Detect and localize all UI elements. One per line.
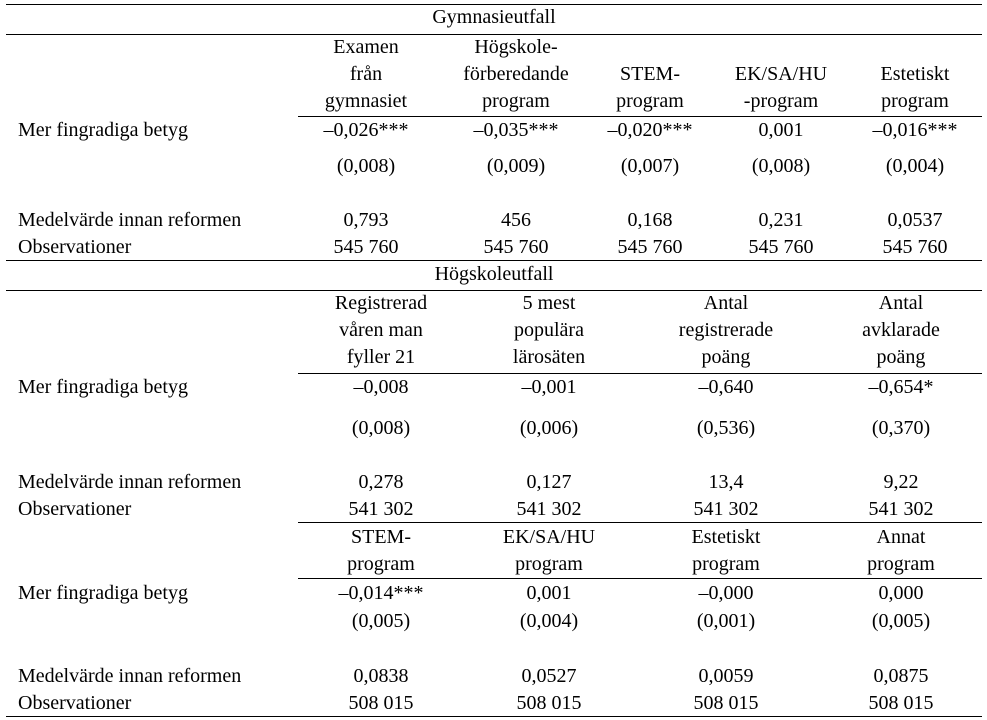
mean-cell: 0,0059: [698, 665, 754, 687]
obs-cell: 508 015: [348, 692, 414, 714]
row-label-coef: Mer fingradiga betyg: [18, 376, 188, 398]
col-header-antal-registrerade: Antal registrerade poäng: [678, 292, 774, 368]
se-cell: (0,536): [696, 417, 756, 439]
row-label-mean: Medelvärde innan reformen: [18, 471, 242, 493]
se-cell: (0,007): [620, 155, 680, 177]
se-cell: (0,008): [751, 155, 811, 177]
col-header-registrerad: Registrerad våren man fyller 21: [334, 292, 428, 368]
mean-cell: 0,127: [526, 471, 572, 493]
obs-cell: 545 760: [483, 236, 549, 258]
se-cell: (0,004): [519, 610, 579, 632]
coef-cell: –0,016***: [872, 119, 958, 141]
se-cell: (0,005): [871, 610, 931, 632]
row-label-mean: Medelvärde innan reformen: [18, 665, 242, 687]
col-header-estetiskt: Estetiskt program: [880, 63, 950, 112]
coef-cell: –0,035***: [473, 119, 559, 141]
mean-cell: 13,4: [708, 471, 744, 493]
se-cell: (0,004): [885, 155, 945, 177]
header-rule-panel-b: [298, 578, 982, 579]
mean-cell: 0,0537: [887, 209, 943, 231]
mean-cell: 456: [501, 209, 531, 231]
se-cell: (0,009): [486, 155, 546, 177]
row-label-coef: Mer fingradiga betyg: [18, 582, 188, 604]
coef-cell: –0,026***: [323, 119, 409, 141]
row-label-coef: Mer fingradiga betyg: [18, 119, 188, 141]
col-header-examen: Examen från gymnasiet: [324, 36, 408, 112]
bottom-rule: [6, 716, 982, 717]
obs-cell: 508 015: [516, 692, 582, 714]
obs-cell: 545 760: [882, 236, 948, 258]
row-label-obs: Observationer: [18, 498, 132, 520]
obs-cell: 541 302: [868, 498, 934, 520]
col-header-stem: STEM- program: [616, 63, 684, 112]
mean-cell: 0,0875: [873, 665, 929, 687]
se-cell: (0,008): [351, 417, 411, 439]
obs-cell: 541 302: [516, 498, 582, 520]
mean-cell: 0,278: [358, 471, 404, 493]
row-label-obs: Observationer: [18, 692, 132, 714]
mean-cell: 0,0838: [353, 665, 409, 687]
obs-cell: 545 760: [748, 236, 814, 258]
coef-cell: –0,008: [353, 376, 409, 398]
coef-cell: –0,640: [698, 376, 754, 398]
col-header-stem-program: STEM- program: [347, 526, 415, 575]
col-header-estetiskt-program: Estetiskt program: [691, 526, 761, 575]
obs-cell: 508 015: [868, 692, 934, 714]
se-cell: (0,005): [351, 610, 411, 632]
obs-cell: 545 760: [617, 236, 683, 258]
section-title-gymnasie: Gymnasieutfall: [432, 6, 556, 28]
coef-cell: –0,001: [521, 376, 577, 398]
se-cell: (0,006): [519, 417, 579, 439]
se-cell: (0,370): [871, 417, 931, 439]
mean-cell: 0,0527: [521, 665, 577, 687]
obs-cell: 545 760: [333, 236, 399, 258]
col-header-5-mest: 5 mest populära lärosäten: [512, 292, 586, 368]
col-header-hogskoleforberedande: Högskole- förberedande program: [463, 36, 569, 112]
coef-cell: 0,001: [526, 582, 572, 604]
row-label-obs: Observationer: [18, 236, 132, 258]
coef-cell: –0,020***: [607, 119, 693, 141]
coef-cell: 0,001: [758, 119, 804, 141]
se-cell: (0,008): [336, 155, 396, 177]
col-header-ek-sa-hu: EK/SA/HU -program: [734, 63, 828, 112]
obs-cell: 508 015: [693, 692, 759, 714]
section-title-hogskola: Högskoleutfall: [434, 263, 554, 285]
panel-b-rule: [298, 522, 982, 523]
mean-cell: 9,22: [883, 471, 919, 493]
obs-cell: 541 302: [348, 498, 414, 520]
se-cell: (0,001): [696, 610, 756, 632]
col-header-annat-program: Annat program: [867, 526, 935, 575]
coef-cell: –0,014***: [338, 582, 424, 604]
coef-cell: –0,000: [698, 582, 754, 604]
row-label-mean: Medelvärde innan reformen: [18, 209, 242, 231]
col-header-antal-avklarade: Antal avklarade poäng: [862, 292, 940, 368]
mean-cell: 0,168: [627, 209, 673, 231]
mean-cell: 0,231: [758, 209, 804, 231]
mean-cell: 0,793: [343, 209, 389, 231]
col-header-ek-sa-hu-program: EK/SA/HU program: [502, 526, 596, 575]
coef-cell: 0,000: [878, 582, 924, 604]
coef-cell: –0,654*: [868, 376, 934, 398]
obs-cell: 541 302: [693, 498, 759, 520]
